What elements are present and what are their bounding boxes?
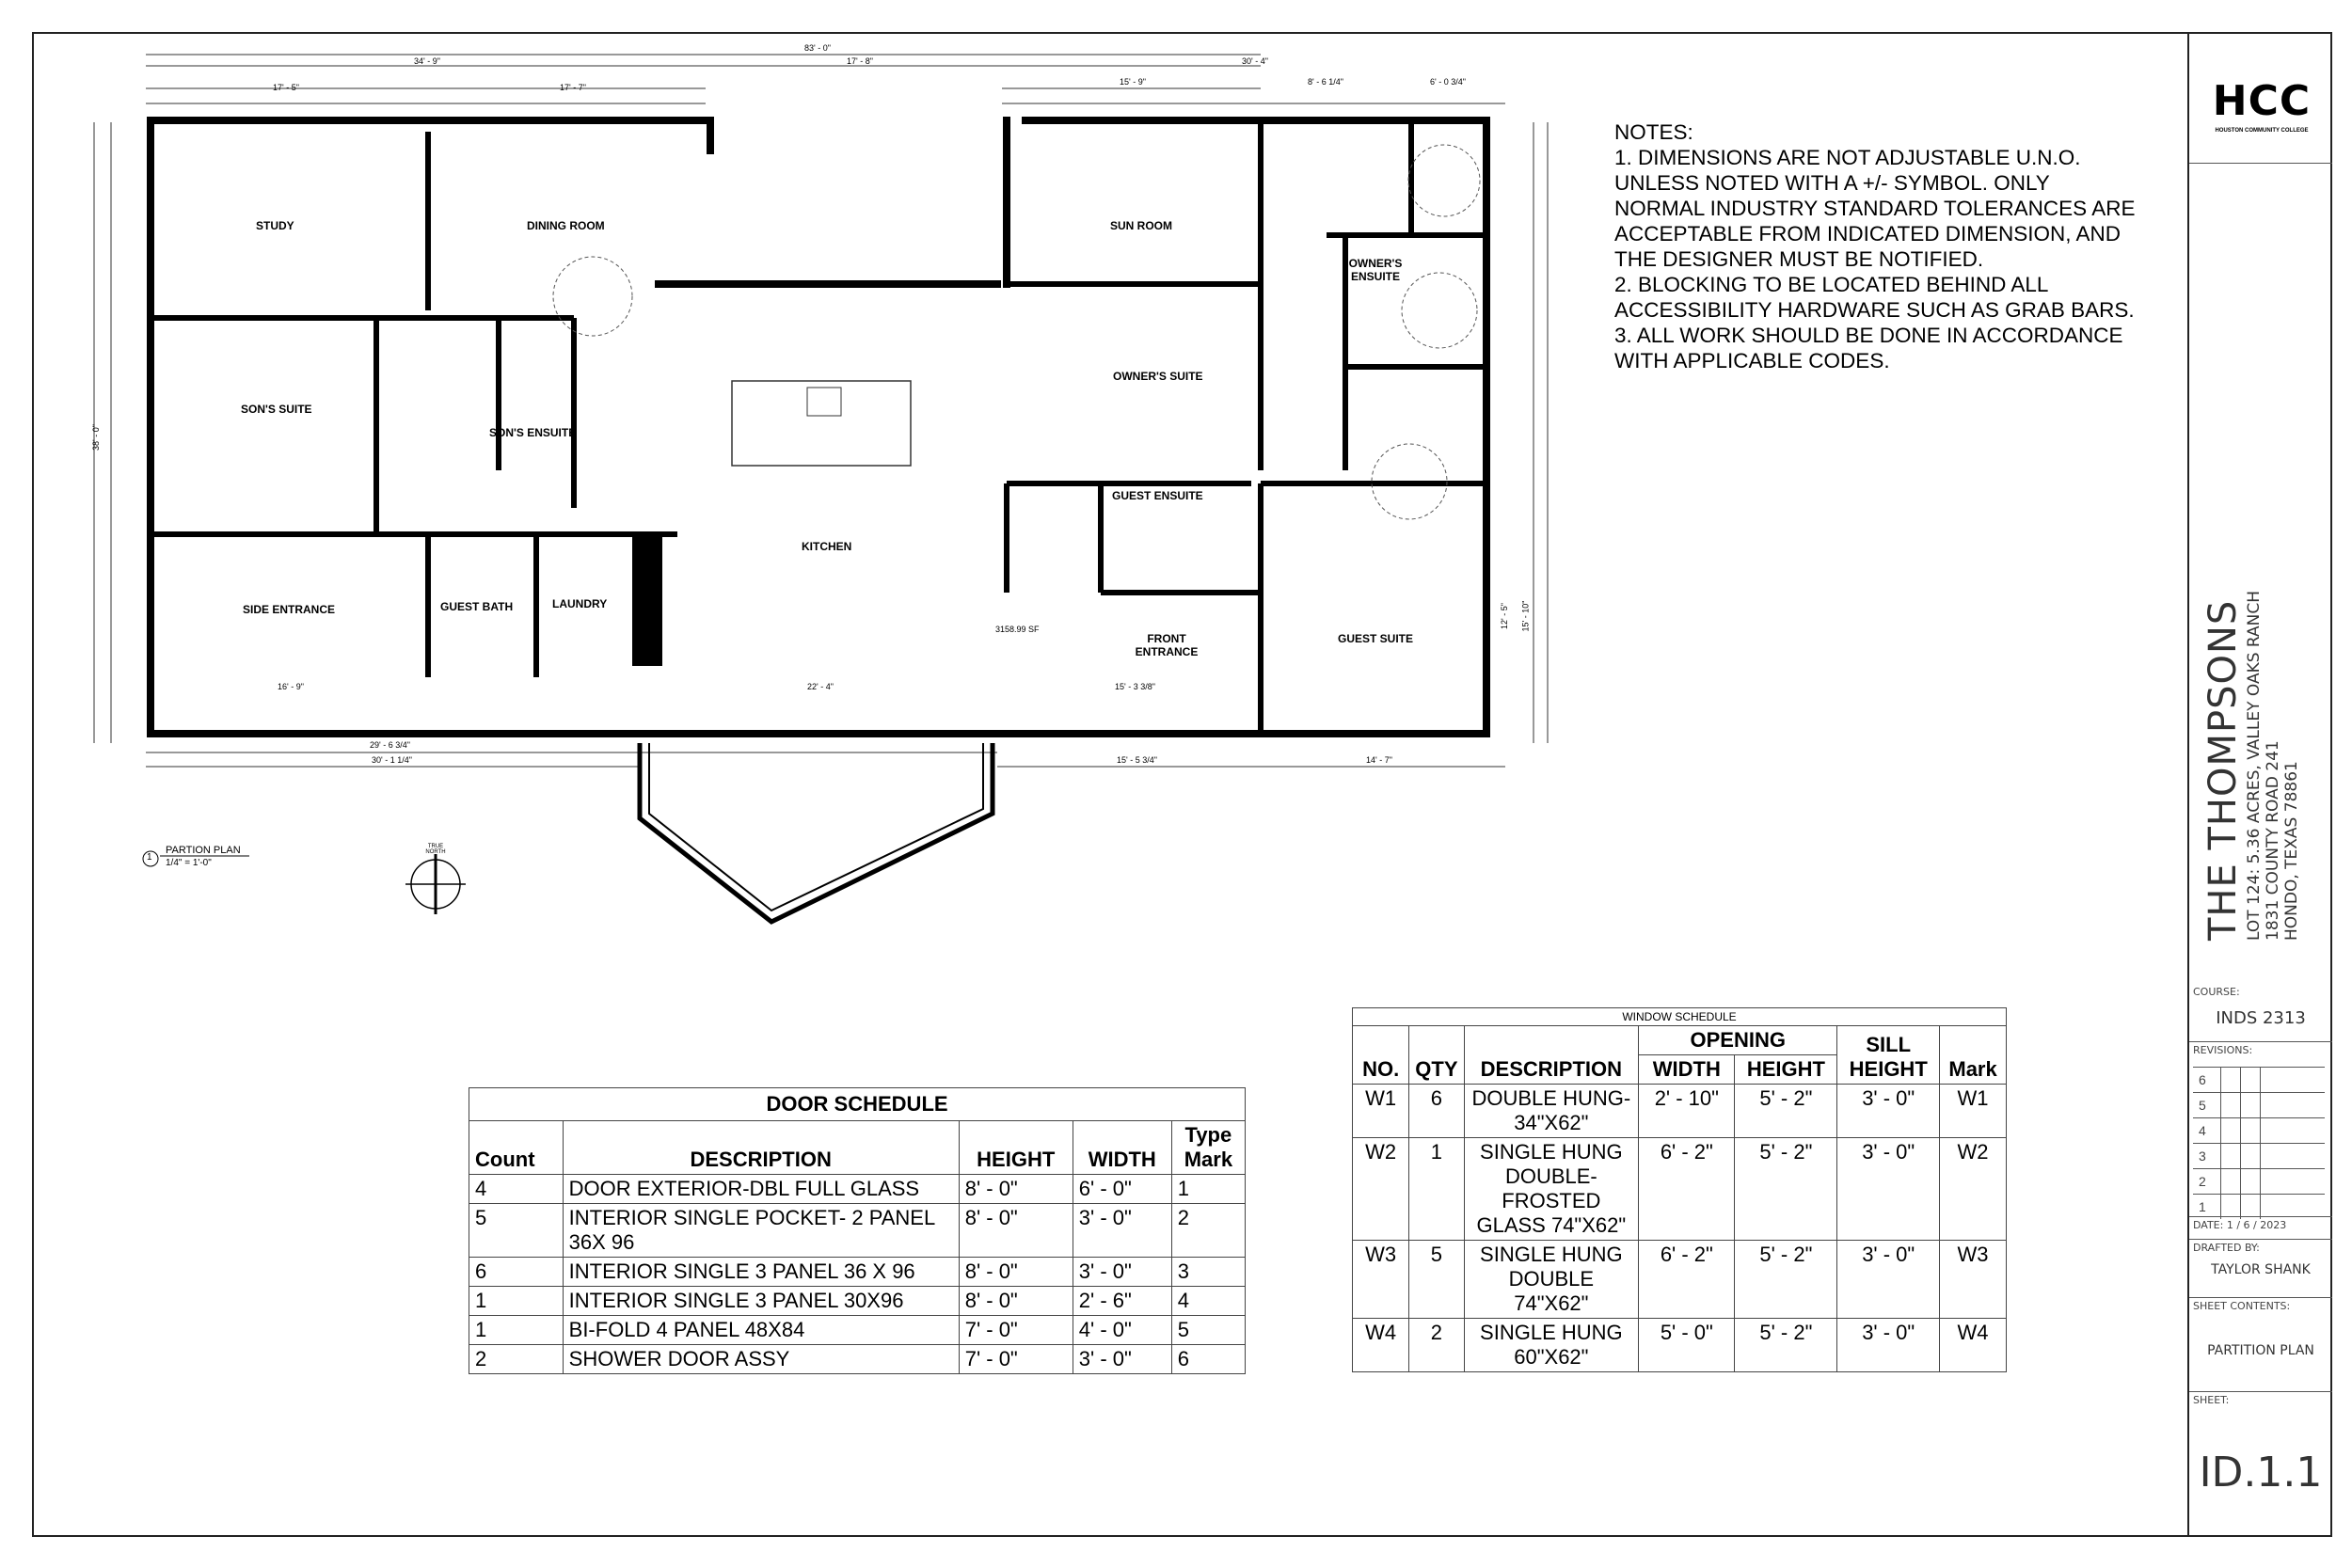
sheet-label: SHEET: bbox=[2193, 1394, 2230, 1406]
col-header: QTY bbox=[1409, 1026, 1464, 1085]
table-row bbox=[1353, 1138, 2007, 1241]
contents-label: SHEET CONTENTS: bbox=[2193, 1300, 2291, 1312]
table-row bbox=[469, 1204, 1246, 1258]
cell: 4 bbox=[1171, 1287, 1245, 1316]
cell: 2 bbox=[469, 1345, 564, 1374]
project-address-line: 1831 COUNTY ROAD 241 bbox=[2264, 740, 2282, 941]
overall-dimension: 83' - 0" bbox=[804, 43, 831, 53]
cell: 7' - 0" bbox=[959, 1345, 1073, 1374]
project-title bbox=[2201, 591, 2301, 941]
north-label: TRUE NORTH bbox=[425, 844, 446, 855]
plan-number: 1 bbox=[147, 852, 152, 863]
cell: 2 bbox=[1409, 1319, 1464, 1372]
room-guest-bath: GUEST BATH bbox=[440, 600, 514, 613]
cell: 1 bbox=[1409, 1138, 1464, 1241]
cell: 7' - 0" bbox=[959, 1316, 1073, 1345]
cell: W2 bbox=[1940, 1138, 2007, 1241]
cell: 8' - 0" bbox=[959, 1204, 1073, 1258]
drafted-value: TAYLOR SHANK bbox=[2211, 1262, 2311, 1277]
plan-title: PARTION PLAN bbox=[166, 845, 241, 856]
table-row bbox=[469, 1175, 1246, 1204]
revision-number: 4 bbox=[2193, 1118, 2221, 1143]
cell: 1 bbox=[469, 1316, 564, 1345]
cell: 6 bbox=[469, 1258, 564, 1287]
dim-label: 14' - 7" bbox=[1366, 755, 1392, 765]
north-arrow-icon bbox=[405, 854, 466, 914]
room-guest-suite: GUEST SUITE bbox=[1338, 632, 1414, 645]
cell: W1 bbox=[1940, 1085, 2007, 1138]
table-row bbox=[1353, 1319, 2007, 1372]
cell: 8' - 0" bbox=[959, 1287, 1073, 1316]
room-owners-ensuite: OWNER'S ENSUITE bbox=[1348, 257, 1403, 283]
col-header: SILL HEIGHT bbox=[1837, 1026, 1940, 1085]
room-laundry: LAUNDRY bbox=[552, 597, 608, 610]
cell: 8' - 0" bbox=[959, 1175, 1073, 1204]
col-header: DESCRIPTION bbox=[563, 1121, 959, 1175]
sheet-cell bbox=[2189, 1392, 2332, 1535]
cell: 3' - 0" bbox=[1073, 1204, 1171, 1258]
date-text: DATE: 1 / 6 / 2023 bbox=[2193, 1219, 2287, 1231]
dim-label: 12' - 5" bbox=[1499, 603, 1509, 629]
cell: 3' - 0" bbox=[1073, 1345, 1171, 1374]
cell: 3' - 0" bbox=[1837, 1085, 1940, 1138]
dim-label: 17' - 5" bbox=[273, 83, 299, 92]
note-item: 1. DIMENSIONS ARE NOT ADJUSTABLE U.N.O. UNLESS NOTED WITH A +/- SYMBOL. ONLY NORMAL INDUSTRY STANDARD TOLERANCES ARE ACCEPTABLE FROM INDICATED DIMENSION, AND THE DESIGNER MUST BE NOTIFIED. bbox=[1614, 146, 2136, 271]
dim-label: 34' - 9" bbox=[414, 56, 440, 66]
course-label: COURSE: bbox=[2193, 986, 2240, 998]
cell: DOUBLE HUNG- 34"X62" bbox=[1464, 1085, 1639, 1138]
opening-header: OPENING bbox=[1639, 1026, 1837, 1055]
cell: W3 bbox=[1353, 1241, 1409, 1319]
dim-label: 22' - 4" bbox=[807, 682, 834, 691]
revision-number: 6 bbox=[2193, 1068, 2221, 1092]
door-schedule bbox=[469, 1087, 1246, 1374]
cell: SINGLE HUNG DOUBLE-FROSTED GLASS 74"X62" bbox=[1464, 1138, 1639, 1241]
dim-label: 38' - 0" bbox=[90, 424, 101, 451]
cell: 6 bbox=[1409, 1085, 1464, 1138]
table-row bbox=[1353, 1241, 2007, 1319]
cell: W4 bbox=[1940, 1319, 2007, 1372]
cell: 2' - 10" bbox=[1639, 1085, 1735, 1138]
contents-value: PARTITION PLAN bbox=[2207, 1343, 2314, 1358]
col-header: HEIGHT bbox=[1735, 1055, 1837, 1085]
dim-label: 30' - 1 1/4" bbox=[372, 755, 412, 765]
date-cell bbox=[2189, 1217, 2332, 1240]
project-address-line: HONDO, TEXAS 78861 bbox=[2282, 761, 2301, 941]
dim-label: 8' - 6 1/4" bbox=[1308, 77, 1343, 87]
note-item: 2. BLOCKING TO BE LOCATED BEHIND ALL ACCESSIBILITY HARDWARE SUCH AS GRAB BARS. bbox=[1614, 273, 2135, 322]
cell: 6' - 2" bbox=[1639, 1241, 1735, 1319]
dim-label: 15' - 10" bbox=[1520, 600, 1531, 632]
dim-label: 15' - 3 3/8" bbox=[1115, 682, 1155, 691]
room-side-entrance: SIDE ENTRANCE bbox=[243, 603, 336, 616]
cell: INTERIOR SINGLE 3 PANEL 30X96 bbox=[563, 1287, 959, 1316]
cell: 5' - 2" bbox=[1735, 1241, 1837, 1319]
cell: 8' - 0" bbox=[959, 1258, 1073, 1287]
room-sun: SUN ROOM bbox=[1110, 219, 1172, 232]
cell: DOOR EXTERIOR-DBL FULL GLASS bbox=[563, 1175, 959, 1204]
cell: W2 bbox=[1353, 1138, 1409, 1241]
contents-cell bbox=[2189, 1298, 2332, 1392]
cell: 4 bbox=[469, 1175, 564, 1204]
cell: 5 bbox=[469, 1204, 564, 1258]
cell: 3' - 0" bbox=[1837, 1319, 1940, 1372]
notes-title: NOTES: bbox=[1614, 120, 1693, 144]
cell: 3' - 0" bbox=[1837, 1241, 1940, 1319]
room-dining: DINING ROOM bbox=[527, 219, 605, 232]
cell: 2' - 6" bbox=[1073, 1287, 1171, 1316]
col-header: WIDTH bbox=[1639, 1055, 1735, 1085]
sheet-number: ID.1.1 bbox=[2199, 1449, 2323, 1497]
cell: 5' - 0" bbox=[1639, 1319, 1735, 1372]
revisions-cell bbox=[2189, 1042, 2332, 1217]
course-value: INDS 2313 bbox=[2216, 1008, 2306, 1028]
dim-label: 17' - 8" bbox=[847, 56, 873, 66]
cell: 6' - 0" bbox=[1073, 1175, 1171, 1204]
col-header: WIDTH bbox=[1073, 1121, 1171, 1175]
dim-label: 17' - 7" bbox=[560, 83, 586, 92]
cell: 2 bbox=[1171, 1204, 1245, 1258]
cell: 5 bbox=[1171, 1316, 1245, 1345]
dim-label: 6' - 0 3/4" bbox=[1430, 77, 1466, 87]
room-sons-suite: SON'S SUITE bbox=[241, 403, 312, 416]
cell: W4 bbox=[1353, 1319, 1409, 1372]
cell: 1 bbox=[1171, 1175, 1245, 1204]
cell: SINGLE HUNG DOUBLE 74"X62" bbox=[1464, 1241, 1639, 1319]
cell: 6' - 2" bbox=[1639, 1138, 1735, 1241]
col-header: HEIGHT bbox=[959, 1121, 1073, 1175]
room-kitchen: KITCHEN bbox=[802, 540, 852, 553]
dim-label: 15' - 5 3/4" bbox=[1117, 755, 1157, 765]
note-item: 3. ALL WORK SHOULD BE DONE IN ACCORDANCE WITH APPLICABLE CODES. bbox=[1614, 324, 2123, 372]
dim-label: 16' - 9" bbox=[278, 682, 304, 691]
room-sons-ensuite: SON'S ENSUITE bbox=[489, 426, 577, 439]
col-header: Type Mark bbox=[1171, 1121, 1245, 1175]
course-cell bbox=[2189, 984, 2332, 1042]
room-owners-suite: OWNER'S SUITE bbox=[1113, 370, 1203, 383]
logo-subtitle: HOUSTON COMMUNITY COLLEGE bbox=[2215, 128, 2309, 134]
col-header: Mark bbox=[1940, 1026, 2007, 1085]
cell: W1 bbox=[1353, 1085, 1409, 1138]
dim-label: 15' - 9" bbox=[1120, 77, 1146, 87]
revisions-grid bbox=[2193, 1067, 2325, 1219]
table-row bbox=[469, 1345, 1246, 1374]
revision-number: 2 bbox=[2193, 1169, 2221, 1194]
cell: 1 bbox=[469, 1287, 564, 1316]
general-notes bbox=[1614, 119, 2141, 373]
table-row bbox=[469, 1316, 1246, 1345]
plan-scale: 1/4" = 1'-0" bbox=[166, 858, 212, 868]
door-schedule-title: DOOR SCHEDULE bbox=[469, 1087, 1246, 1120]
col-header: Count bbox=[469, 1121, 564, 1175]
col-header: DESCRIPTION bbox=[1464, 1026, 1639, 1085]
project-name: THE THOMPSONS bbox=[2201, 599, 2245, 941]
revision-number: 1 bbox=[2193, 1195, 2221, 1219]
cell: W3 bbox=[1940, 1241, 2007, 1319]
cell: SINGLE HUNG 60"X62" bbox=[1464, 1319, 1639, 1372]
dim-label: 29' - 6 3/4" bbox=[370, 740, 410, 750]
logo-text: HCC bbox=[2212, 77, 2312, 125]
table-row bbox=[469, 1287, 1246, 1316]
window-schedule bbox=[1352, 1007, 2007, 1372]
cell: 3' - 0" bbox=[1073, 1258, 1171, 1287]
cell: INTERIOR SINGLE 3 PANEL 36 X 96 bbox=[563, 1258, 959, 1287]
cell: 5' - 2" bbox=[1735, 1138, 1837, 1241]
room-study: STUDY bbox=[256, 219, 294, 232]
cell: 4' - 0" bbox=[1073, 1316, 1171, 1345]
revision-number: 5 bbox=[2193, 1093, 2221, 1117]
revisions-label: REVISIONS: bbox=[2193, 1044, 2253, 1056]
hcc-logo bbox=[2199, 60, 2325, 135]
cell: SHOWER DOOR ASSY bbox=[563, 1345, 959, 1374]
cell: 5' - 2" bbox=[1735, 1085, 1837, 1138]
cell: 3' - 0" bbox=[1837, 1138, 1940, 1241]
cell: 5 bbox=[1409, 1241, 1464, 1319]
table-row bbox=[469, 1258, 1246, 1287]
cell: INTERIOR SINGLE POCKET- 2 PANEL 36X 96 bbox=[563, 1204, 959, 1258]
window-schedule-title: WINDOW SCHEDULE bbox=[1353, 1008, 2007, 1026]
dim-label: 30' - 4" bbox=[1242, 56, 1268, 66]
revision-number: 3 bbox=[2193, 1144, 2221, 1168]
cell: 3 bbox=[1171, 1258, 1245, 1287]
table-row bbox=[1353, 1085, 2007, 1138]
cell: 5' - 2" bbox=[1735, 1319, 1837, 1372]
drafted-cell bbox=[2189, 1240, 2332, 1298]
logo-cell bbox=[2189, 32, 2332, 164]
drafted-label: DRAFTED BY: bbox=[2193, 1242, 2260, 1254]
project-address-line: LOT 124: 5.36 ACRES, VALLEY OAKS RANCH bbox=[2245, 590, 2264, 941]
floor-area: 3158.99 SF bbox=[995, 625, 1040, 634]
room-front-entrance: FRONT ENTRANCE bbox=[1135, 632, 1199, 658]
cell: BI-FOLD 4 PANEL 48X84 bbox=[563, 1316, 959, 1345]
cell: 6 bbox=[1171, 1345, 1245, 1374]
room-guest-ensuite: GUEST ENSUITE bbox=[1112, 489, 1203, 502]
col-header: NO. bbox=[1353, 1026, 1409, 1085]
